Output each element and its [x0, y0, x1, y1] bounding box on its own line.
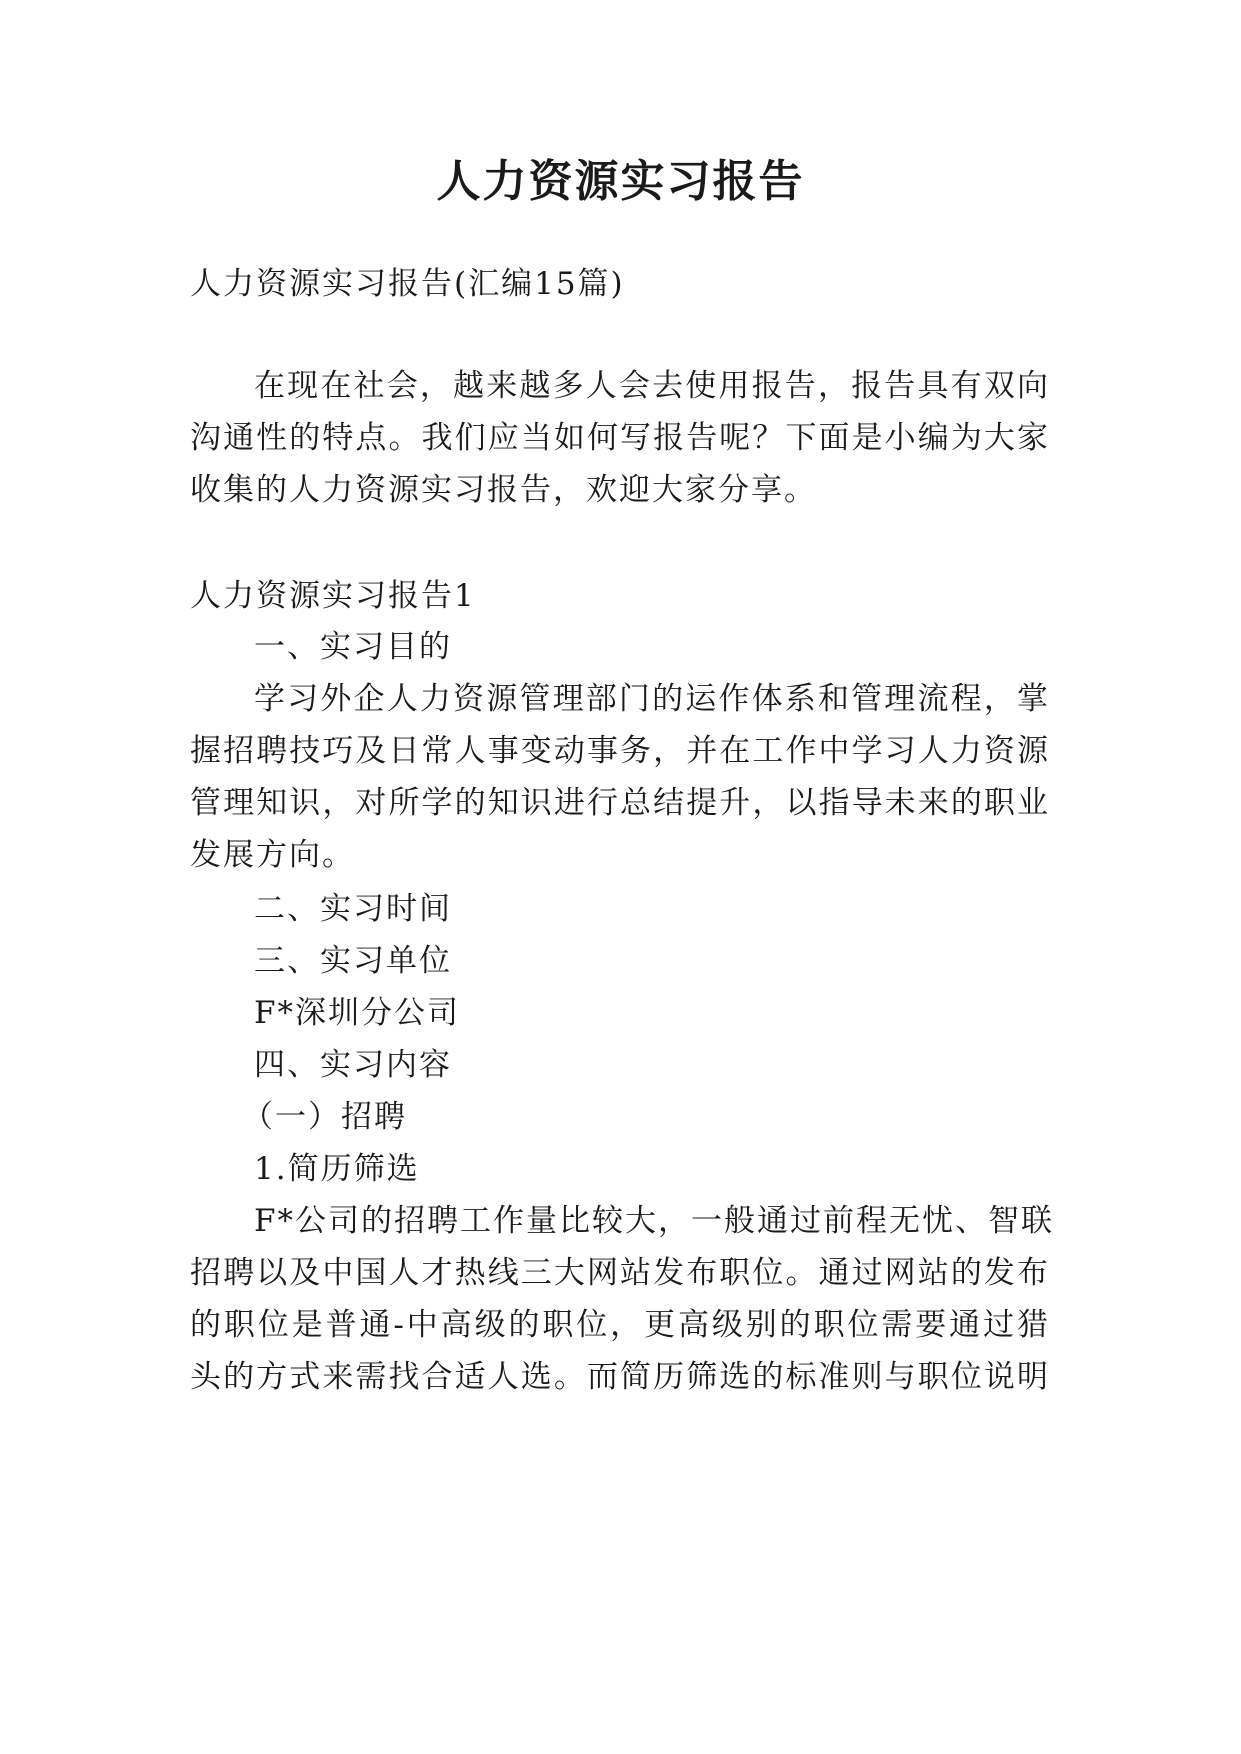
section-heading-content: 四、实习内容	[254, 1047, 452, 1083]
section-heading-unit: 三、实习单位	[254, 943, 452, 979]
screening-line-3: 的职位是普通-中高级的职位，更高级别的职位需要通过猎	[190, 1307, 1050, 1343]
section-heading-time: 二、实习时间	[254, 891, 452, 927]
purpose-line-1: 学习外企人力资源管理部门的运作体系和管理流程，掌	[254, 681, 1050, 717]
purpose-line-2: 握招聘技巧及日常人事变动事务，并在工作中学习人力资源	[190, 733, 1050, 769]
company-name: F*深圳分公司	[254, 995, 461, 1031]
screening-line-1: F*公司的招聘工作量比较大，一般通过前程无忧、智联	[254, 1203, 1055, 1239]
document-subtitle: 人力资源实习报告(汇编15篇)	[190, 266, 625, 302]
screening-line-2: 招聘以及中国人才热线三大网站发布职位。通过网站的发布	[190, 1255, 1050, 1291]
report-heading: 人力资源实习报告1	[190, 578, 476, 614]
intro-line-1: 在现在社会，越来越多人会去使用报告，报告具有双向	[254, 368, 1050, 404]
document-title: 人力资源实习报告	[436, 156, 805, 207]
purpose-line-4: 发展方向。	[190, 837, 355, 873]
item-heading-resume-screening: 1.简历筛选	[254, 1151, 420, 1187]
intro-line-2: 沟通性的特点。我们应当如何写报告呢？下面是小编为大家	[190, 420, 1050, 456]
subsection-heading-recruitment: （一）招聘	[242, 1099, 407, 1135]
section-heading-purpose: 一、实习目的	[254, 629, 452, 665]
screening-line-4: 头的方式来需找合适人选。而简历筛选的标准则与职位说明	[190, 1359, 1050, 1395]
purpose-line-3: 管理知识，对所学的知识进行总结提升，以指导未来的职业	[190, 785, 1050, 821]
intro-line-3: 收集的人力资源实习报告，欢迎大家分享。	[190, 472, 817, 508]
